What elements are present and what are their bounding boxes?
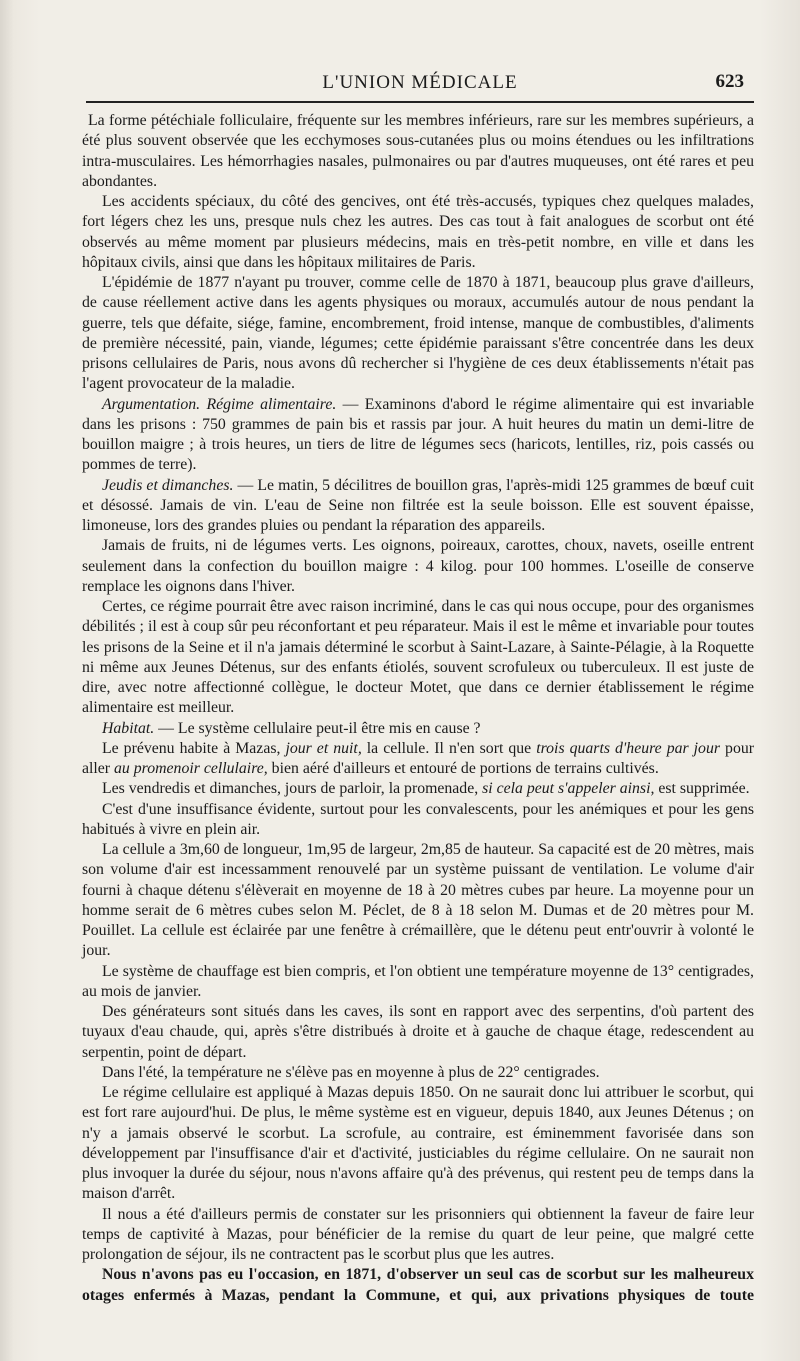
running-title: L'UNION MÉDICALE [322,72,518,93]
paragraph [82,476,754,537]
paragraph: La forme pétéchiale folliculaire, fréquente sur les membres inférieurs, rare sur les membres supérieurs, a été plus souvent observée que les ecchymoses sous-cutanées plus ou moins étendues ou les infiltrations intra-musculaires. Les hémorrhagies nasales, pulmonaires ou par d'autres muqueuses, ont été rares et peu abondantes. [82,112,754,190]
section-heading: Argumentation. Régime alimentaire. [102,395,337,413]
emphasis: jour et nuit, [285,739,362,757]
paragraph: Des générateurs sont situés dans les caves, ils sont en rapport avec des serpentins, d'où partent des tuyaux d'eau chaude, qui, après s'être distribués à droite et à gauche de chaque étage, redescendent au serpentin, point de départ. [82,1003,754,1061]
paragraph: C'est d'une insuffisance évidente, surtout pour les convalescents, pour les anémiques et pour les gens habitués à vivre en plein air. [82,800,754,838]
emphasis: trois quarts d'heure par jour [536,739,721,757]
section-heading: Habitat. [102,719,155,737]
paragraph: Jamais de fruits, ni de légumes verts. Les oignons, poireaux, carottes, choux, navets, oseille entrent seulement dans la confection du bouillon maigre : 4 kilog. pour 100 hommes. L'oseille de conserve remplace les oignons dans l'hiver. [82,537,754,595]
paragraph-text: est supprimée. [654,780,750,798]
paragraph-text: — Le système cellulaire peut-il être mis en cause ? [154,719,481,737]
paragraph-text: la cellule. Il n'en sort que [361,739,537,757]
emphasis: au promenoir cellulaire, [114,760,268,777]
article-body [82,111,754,1306]
page-number: 623 [715,71,744,92]
paragraph: Les accidents spéciaux, du côté des gencives, ont été très-accusés, typiques chez quelques malades, fort légers chez les uns, presque nuls chez les autres. Des cas tout à fait analogues de scorbut ont été observés au même moment par plusieurs médecins, mais en très-petit nombre, en ville et dans les hôpitaux civils, ainsi que dans les hôpitaux militaires de Paris. [82,193,754,271]
page-header [86,66,754,96]
paragraph: Il nous a été d'ailleurs permis de constater sur les prisonniers qui obtiennent la faveur de faire leur temps de captivité à Mazas, pour bénéficier de la remise du quart de leur peine, que malgré cette prolongation de séjour, ils ne contractent pas le scorbut plus que les autres. [82,1205,754,1263]
paragraph: Le système de chauffage est bien compris, et l'on obtient une température moyenne de 13° centigrades, au mois de janvier. [82,962,754,1000]
paragraph: Dans l'été, la température ne s'élève pas en moyenne à plus de 22° centigrades. [102,1063,600,1081]
paragraph-text: — Examinons d'abord le régime alimentaire qui est invariable dans les prisons : 750 grammes de pain bis et rassis par jour. A huit heures du matin un demi-litre de bouillon maigre ; à trois heures, un tiers de litre de légumes secs (haricots, lentilles, riz, pois cassés ou pommes de terre). [82,395,754,474]
header-rule [86,101,754,103]
paragraph: Nous n'avons pas eu l'occasion, en 1871, d'observer un seul cas de scorbut sur les malheureux otages enfermés à Mazas, pendant la Commune, et qui, aux privations physiques de toute [82,1266,754,1304]
emphasis: si cela peut s'appeler ainsi, [482,780,655,798]
paragraph: L'épidémie de 1877 n'ayant pu trouver, comme celle de 1870 à 1871, beaucoup plus grave d'ailleurs, de cause réellement active dans les agents physiques ou moraux, accumulés autour de nous pendant la guerre, tels que défaite, siége, famine, encombrement, froid intense, manque de combustibles, d'aliments de première nécessité, pain, viande, légumes; cette épidémie paraissant s'être concentrée dans les deux prisons cellulaires de Paris, nous avons dû rechercher si l'hygiène de ces deux établissements n'était pas l'agent provocateur de la maladie. [82,274,754,393]
paragraph [82,779,754,799]
paragraph [82,739,754,780]
paragraph-text: Le prévenu habite à Mazas, [102,739,286,757]
paragraph-text: — Le matin, 5 décilitres de bouillon gras, l'après-midi 125 grammes de bœuf cuit et désossé. Jamais de vin. L'eau de Seine non filtrée est la seule boisson. Elle est souvent épaisse, limoneuse, lors des grandes pluies ou pendant la réparation des appareils. [82,476,754,534]
paragraph-text: bien aéré d'ailleurs et entouré de portions de terrains cultivés. [267,760,659,777]
paragraph [82,395,754,476]
paragraph: La cellule a 3m,60 de longueur, 1m,95 de largeur, 2m,85 de hauteur. Sa capacité est de 20 mètres, mais son volume d'air est incessamment renouvelé par un système puissant de ventilation. Le volume d'air fourni à chaque détenu s'élèverait en moyenne de 18 à 20 mètres cubes par heure. La moyenne pour un homme serait de 6 mètres cubes selon M. Péclet, de 8 à 18 selon M. Dumas et de 20 mètres pour M. Pouillet. La cellule est éclairée par une fenêtre à crémaillère, que le détenu peut entr'ouvrir à volonté le jour. [82,841,754,960]
paragraph-text: Les vendredis et dimanches, jours de parloir, la promenade, [102,780,483,798]
paragraph [82,719,754,739]
paragraph: Certes, ce régime pourrait être avec raison incriminé, dans le cas qui nous occupe, pour des organismes débilités ; il est à coup sûr peu réconfortant et peu réparateur. Mais il est le même et invariable pour toutes les prisons de la Seine et il n'a jamais déterminé le scorbut à Saint-Lazare, à Sainte-Pélagie, à la Roquette ni même aux Jeunes Détenus, sur des enfants étiolés, souvent scrofuleux ou tuberculeux. Il est juste de dire, avec notre affectionné collègue, le docteur Motet, que dans ce dernier établissement le régime alimentaire est meilleur. [82,598,754,717]
paragraph: Le régime cellulaire est appliqué à Mazas depuis 1850. On ne saurait donc lui attribuer le scorbut, qui est fort rare aujourd'hui. De plus, le même système est en vigueur, depuis 1840, aux Jeunes Détenus ; on n'y a jamais observé le scorbut. La scrofule, au contraire, est éminemment favorisée dans son développement par l'insuffisance d'air et d'activité, justiciables du régime cellulaire. On ne saurait non plus invoquer la durée du séjour, nous n'avons affaire qu'à des prévenus, qui restent peu de temps dans la maison d'arrêt. [82,1084,754,1203]
section-heading: Jeudis et dimanches. [102,476,234,494]
paragraph-text: pour aller [82,739,754,777]
